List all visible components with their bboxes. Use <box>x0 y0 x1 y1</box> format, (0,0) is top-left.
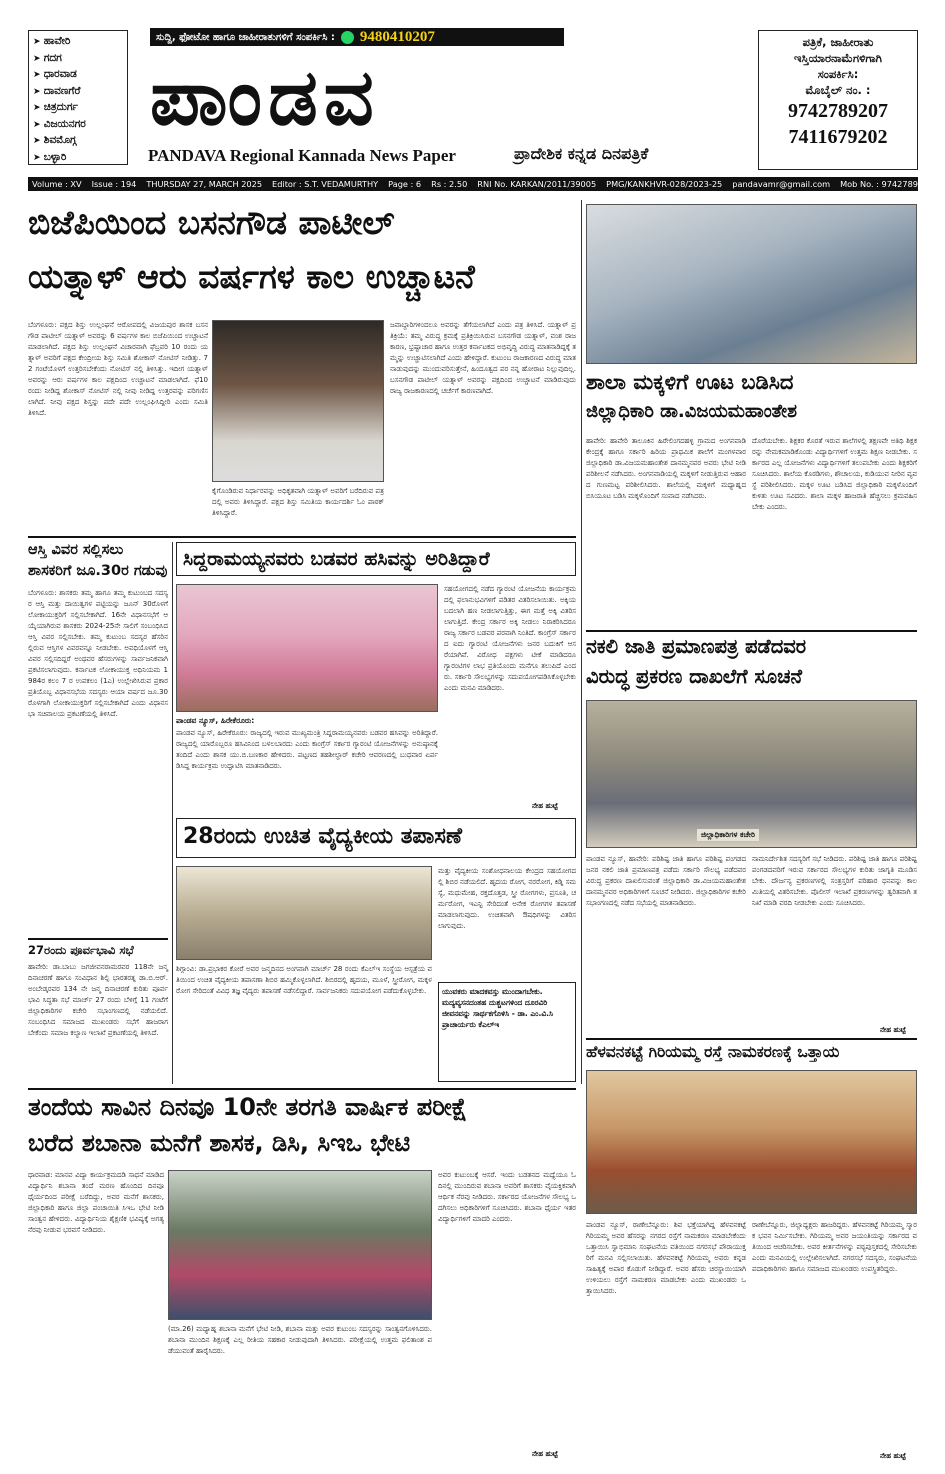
issue-info-item: Volume : XV <box>32 179 82 189</box>
advert-contact-box <box>758 30 918 170</box>
shabana-headline-1: ತಂದೆಯ ಸಾವಿನ ದಿನವೂ 10ನೇ ತರಗತಿ ವಾರ್ಷಿಕ ಪರೀಕ್ಷೆ <box>28 1093 468 1121</box>
asti-headline-1: ಆಸ್ತಿ ವಿವರ ಸಲ್ಲಿಸಲು <box>28 542 124 558</box>
topbar-text: ಸುದ್ದಿ, ಫೋಟೋ ಹಾಗೂ ಜಾಹೀರಾತುಗಳಿಗೆ ಸಂಪರ್ಕಿಸಿ : <box>156 31 335 43</box>
contact-line: ಇಸ್ತಿಯಾರನಾಮೆಗಳಿಗಾಗಿ <box>794 51 882 65</box>
district-item: ➤ ಗದಗ <box>33 51 123 68</box>
divider <box>586 1038 917 1040</box>
contact-phone: 7411679202 <box>788 126 888 148</box>
shabana-headline-2: ಬರೆದ ಶಬಾನಾ ಮನೆಗೆ ಶಾಸಕ, ಡಿಸಿ, ಸಿಇಒ ಭೇಟಿ <box>28 1129 411 1157</box>
road-body: ಪಾಂಡವ ನ್ಯೂಸ್, ರಾಣೇಬೆನ್ನೂರು: ಶಿವ ಭಕ್ತೆಯಾಗಿದ್ದ ಹೆಳವನಕಟ್ಟೆ ಗಿರಿಯಮ್ಮ ಅವರ ಹೆಸರನ್ನು ನಗರದ ರಸ್ತೆಗೆ ನಾಮಕರಣ ಮಾಡಬೇಕೆಂದು ಒತ್ತಾಯಿಸಿ ಸ್ವಾಭಿಮಾನಿ ಸಂಘಟನೆಯ ವತಿಯಿಂದ ನಗರಸಭೆ ಪೌರಾಯುಕ್ತರಿಗೆ ಮನವಿ ಸಲ್ಲಿಸಲಾಯಿತು. ಹೆಳವನಕಟ್ಟೆ ಗಿರಿಯಮ್ಮ ಅವರು ಕನ್ನಡ ಸಾಹಿತ್ಯಕ್ಕೆ ಅಪಾರ ಕೊಡುಗೆ ನೀಡಿದ್ದಾರೆ. ಅವರ ಹೆಸರು ಚಿರಸ್ಥಾಯಿಯಾಗಿ ಉಳಿಯಲು ರಸ್ತೆಗೆ ನಾಮಕರಣ ಮಾಡಬೇಕು ಎಂದು ಮುಖಂಡರು ಒತ್ತಾಯಿಸಿದರು. <box>586 1221 746 1295</box>
asti-body: ಬೆಂಗಳೂರು: ಶಾಸಕರು ತಮ್ಮ ಹಾಗೂ ತಮ್ಮ ಕುಟುಂಬದ ಸದಸ್ಯರ ಆಸ್ತಿ ಮತ್ತು ದಾಯಿತ್ವಗಳ ಪಟ್ಟಿಯನ್ನು ಜೂನ್ 30ರೊಳಗೆ ಲೋಕಾಯುಕ್ತರಿಗೆ ಸಲ್ಲಿಸಬೇಕಾಗಿದೆ. 16ನೇ ವಿಧಾನಸಭೆಗೆ ಆಯ್ಕೆಯಾಗಿರುವ ಶಾಸಕರು 2024-25ನೇ ಸಾಲಿಗೆ ಸಂಬಂಧಿಸಿದ ಆಸ್ತಿ ವಿವರ ಸಲ್ಲಿಸಬೇಕು. ತಮ್ಮ ಕುಟುಂಬ ಸದಸ್ಯರ ಹೆಸರಿನಲ್ಲಿರುವ ಆಸ್ತಿಗಳ ವಿವರವನ್ನೂ ನೀಡಬೇಕು. ಅವಧಿಯೊಳಗೆ ಆಸ್ತಿ ವಿವರ ಸಲ್ಲಿಸದಿದ್ದರೆ ಅಂಥವರ ಹೆಸರುಗಳನ್ನು ಸಾರ್ವಜನಿಕವಾಗಿ ಪ್ರಕಟಿಸಲಾಗುವುದು. ಕರ್ನಾಟಕ ಲೋಕಾಯುಕ್ತ ಅಧಿನಿಯಮ 1984ರ ಕಲಂ 7 ರ ಉಪಕಲಂ (1ಎ) ಉಲ್ಲೇಖಿಸಿರುವ ಪ್ರಕಾರ ಪ್ರತಿಯೊಬ್ಬ ವಿಧಾನಸಭೆಯ ಸದಸ್ಯರು ಆಯಾ ವರ್ಷದ ಜೂ.30ರೊಳಗಾಗಿ ಲೋಕಾಯುಕ್ತರಿಗೆ ಸಲ್ಲಿಸಬೇಕಾಗಿದೆ ಎಂದು ವಿಧಾನಸಭಾ ಸಚಿವಾಲಯ ಪ್ರಕಟಣೆಯಲ್ಲಿ ತಿಳಿಸಿದೆ. <box>28 589 168 718</box>
issue-info-item: RNI No. KARKAN/2011/39005 <box>477 179 597 189</box>
siddaramaiah-headline: ಸಿದ್ದರಾಮಯ್ಯನವರು ಬಡವರ ಹಸಿವನ್ನು ಅರಿತಿದ್ದಾರೆ <box>176 542 576 576</box>
contact-phone: 9742789207 <box>788 100 888 122</box>
byline: ನೇಹ ಹುಟ್ಟೆ <box>532 1450 558 1458</box>
medical-body: ಶಿಗ್ಗಾಂವಿ: ಡಾ.ಪ್ರಭಾಕರ ಕೋರೆ ಅವರ ಜನ್ಮದಿನದ ಅಂಗವಾಗಿ ಮಾರ್ಚ್ 28 ರಂದು ಕೆಎಲ್ಇ ಸಂಸ್ಥೆಯ ಆಸ್ಪತ್ರೆಯ ವತಿಯಿಂದ ಉಚಿತ ವೈದ್ಯಕೀಯ ತಪಾಸಣಾ ಶಿಬಿರ ಹಮ್ಮಿಕೊಳ್ಳಲಾಗಿದೆ. ಶಿಬಿರದಲ್ಲಿ ಹೃದಯ, ಮೂಳೆ, ಸ್ತ್ರೀರೋಗ, ಮಕ್ಕಳ ರೋಗ ಸೇರಿದಂತೆ ವಿವಿಧ ತಜ್ಞ ವೈದ್ಯರು ತಪಾಸಣೆ ನಡೆಸಲಿದ್ದಾರೆ. ಸಾರ್ವಜನಿಕರು ಸದುಪಯೋಗ ಪಡೆದುಕೊಳ್ಳಬೇಕು. <box>176 965 432 995</box>
road-photo <box>586 1070 917 1214</box>
caste-body: ಪಾಂಡವ ನ್ಯೂಸ್, ಹಾವೇರಿ: ಪರಿಶಿಷ್ಟ ಜಾತಿ ಹಾಗೂ ಪರಿಶಿಷ್ಟ ಪಂಗಡದ ಜನರ ನಕಲಿ ಜಾತಿ ಪ್ರಮಾಣಪತ್ರ ಪಡೆದು ಸರ್ಕಾರಿ ಸೌಲಭ್ಯ ಪಡೆದವರ ವಿರುದ್ಧ ಪ್ರಕರಣ ದಾಖಲಿಸುವಂತೆ ಜಿಲ್ಲಾಧಿಕಾರಿ ಡಾ.ವಿಜಯಮಹಾಂತೇಶ ದಾನಮ್ಮನವರ ಅಧಿಕಾರಿಗಳಿಗೆ ಸೂಚನೆ ನೀಡಿದರು. ಜಿಲ್ಲಾಧಿಕಾರಿಗಳ ಕಚೇರಿ ಸಭಾಂಗಣದಲ್ಲಿ ನಡೆದ ಸಭೆಯಲ್ಲಿ ಮಾತನಾಡಿದರು. <box>586 855 746 907</box>
medical-photo <box>176 866 432 960</box>
siddaramaiah-photo <box>176 584 438 712</box>
lead-photo <box>212 320 384 482</box>
contact-line: ಸಂಪರ್ಕಿಸಿ: <box>817 67 859 81</box>
divider <box>586 630 917 632</box>
issue-info-item: THURSDAY 27, MARCH 2025 <box>146 179 263 189</box>
issue-info-item: Page : 6 <box>388 179 422 189</box>
purvabhavi-headline: 27ರಂದು ಪೂರ್ವಭಾವಿ ಸಭೆ <box>28 943 134 957</box>
contact-line: ಪತ್ರಿಕೆ, ಜಾಹೀರಾತು <box>802 35 874 49</box>
district-item: ➤ ದಾವಣಗೆರೆ <box>33 84 123 101</box>
lead-body: ಕೈಗೊಂಡಿರುವ ನಿರ್ಧಾರವನ್ನು ಅಧಿಕೃತವಾಗಿ ಯತ್ನಾಳ್ ಅವರಿಗೆ ಬರೆದಿರುವ ಪತ್ರದಲ್ಲಿ ಅವರು ತಿಳಿಸಿದ್ದಾರೆ. ಪಕ್ಷದ ಶಿಸ್ತು ಸಮಿತಿಯ ಕಾರ್ಯದರ್ಶಿ ಓಂ ಪಾಠಕ್ ತಿಳಿಸಿದ್ದಾರೆ. <box>212 487 384 517</box>
district-item: ➤ ಧಾರವಾಡ <box>33 67 123 84</box>
divider <box>28 1088 576 1090</box>
issue-info-item: PMG/KANKHVR-028/2023-25 <box>606 179 723 189</box>
caste-photo <box>586 700 917 848</box>
byline: ನೇಹ ಹುಟ್ಟೆ <box>880 1452 906 1460</box>
shabana-body: ಧಾರವಾಡ: ಮಾನವ ವಿದ್ಯಾ ಕಾರ್ಯಕ್ರಮದಡಿ ಸಾಧನೆ ಮಾಡಿದ ವಿದ್ಯಾರ್ಥಿನಿ ಶಬಾನಾ ತಂದೆ ಮರಣ ಹೊಂದಿದ ದಿನವೂ ಧೈರ್ಯದಿಂದ ಪರೀಕ್ಷೆ ಬರೆದಿದ್ದು, ಅವರ ಮನೆಗೆ ಶಾಸಕರು, ಜಿಲ್ಲಾಧಿಕಾರಿ ಹಾಗೂ ಜಿಲ್ಲಾ ಪಂಚಾಯಿತಿ ಸಿಇಒ ಭೇಟಿ ನೀಡಿ ಸಾಂತ್ವನ ಹೇಳಿದರು. ವಿದ್ಯಾರ್ಥಿನಿಯ ಶೈಕ್ಷಣಿಕ ಭವಿಷ್ಯಕ್ಕೆ ಅಗತ್ಯ ನೆರವು ನೀಡುವ ಭರವಸೆ ನೀಡಿದರು. <box>28 1171 164 1234</box>
shabana-photo <box>168 1170 432 1320</box>
caste-body: ನಾಮನಿರ್ದೇಶಿತ ಸದಸ್ಯರಿಗೆ ಸಭೆ ನೀಡಿದರು. ಪರಿಶಿಷ್ಟ ಜಾತಿ ಹಾಗೂ ಪರಿಶಿಷ್ಟ ಪಂಗಡದವರಿಗೆ ಇರುವ ಸರ್ಕಾರದ ಸೌಲಭ್ಯಗಳ ಕುರಿತು ಜಾಗೃತಿ ಮೂಡಿಸಬೇಕು. ದೌರ್ಜನ್ಯ ಪ್ರಕರಣಗಳಲ್ಲಿ ಸಂತ್ರಸ್ತರಿಗೆ ಪರಿಹಾರ ಧನವನ್ನು ಕಾಲಮಿತಿಯಲ್ಲಿ ವಿತರಿಸಬೇಕು. ಪೊಲೀಸ್ ಇಲಾಖೆ ಪ್ರಕರಣಗಳನ್ನು ತ್ವರಿತವಾಗಿ ತನಿಖೆ ಮಾಡಿ ವರದಿ ನೀಡಬೇಕು ಎಂದು ಸೂಚಿಸಿದರು. <box>752 855 917 907</box>
subtitle-english: PANDAVA Regional Kannada News Paper <box>148 146 456 165</box>
road-headline: ಹೆಳವನಕಟ್ಟೆ ಗಿರಿಯಮ್ಮ ರಸ್ತೆ ನಾಮಕರಣಕ್ಕೆ ಒತ್ತಾಯ <box>586 1043 840 1061</box>
district-item: ➤ ಹಾವೇರಿ <box>33 34 123 51</box>
district-item: ➤ ಬಳ್ಳಾರಿ <box>33 150 123 167</box>
subtitle-kannada: ಪ್ರಾದೇಶಿಕ ಕನ್ನಡ ದಿನಪತ್ರಿಕೆ <box>514 144 649 163</box>
column-divider <box>581 200 582 1084</box>
lead-headline-2: ಯತ್ನಾಳ್ ಆರು ವರ್ಷಗಳ ಕಾಲ ಉಚ್ಚಾಟನೆ <box>28 257 475 296</box>
school-body: ದೊರೆಯಬೇಕು. ಶಿಕ್ಷಕರ ಕೊರತೆ ಇರುವ ಶಾಲೆಗಳಲ್ಲಿ ತಕ್ಷಣವೇ ಅತಿಥಿ ಶಿಕ್ಷಕರನ್ನು ನೇಮಕಮಾಡಿಕೊಂಡು ವಿದ್ಯಾರ್ಥಿಗಳಿಗೆ ಉತ್ತಮ ಶಿಕ್ಷಣ ನೀಡಬೇಕು. ಸರ್ಕಾರದ ಎಲ್ಲ ಯೋಜನೆಗಳು ವಿದ್ಯಾರ್ಥಿಗಳಿಗೆ ತಲುಪಬೇಕು ಎಂದು ಶಿಕ್ಷಕರಿಗೆ ಸೂಚಿಸಿದರು. ಶಾಲೆಯ ಕೊಠಡಿಗಳು, ಶೌಚಾಲಯ, ಕುಡಿಯುವ ನೀರಿನ ವ್ಯವಸ್ಥೆ ಪರಿಶೀಲಿಸಿದರು. ಮಕ್ಕಳ ಊಟ ಬಡಿಸಿದ ಜಿಲ್ಲಾಧಿಕಾರಿ ಮಕ್ಕಳೊಂದಿಗೆ ಕುಳಿತು ಊಟ ಸವಿದರು. ಶಾಲಾ ಮಕ್ಕಳ ಹಾಜರಾತಿ ಹೆಚ್ಚಿಸಲು ಕ್ರಮವಹಿಸಬೇಕು ಎಂದರು. <box>752 437 917 511</box>
shabana-body: ಅವರ ಕುಟುಂಬಕ್ಕೆ ಆಸರೆ. ಇಂದು ಬಡತನದ ಮಧ್ಯೆಯೂ ಓದಿನಲ್ಲಿ ಮುಂದಿರುವ ಶಬಾನಾ ಅವರಿಗೆ ಶಾಸಕರು ವೈಯಕ್ತಿಕವಾಗಿ ಆರ್ಥಿಕ ನೆರವು ನೀಡಿದರು. ಸರ್ಕಾರದ ಯೋಜನೆಗಳ ಸೌಲಭ್ಯ ಒದಗಿಸಲು ಅಧಿಕಾರಿಗಳಿಗೆ ಸೂಚಿಸಿದರು. ಶಬಾನಾ ಧೈರ್ಯ ಇತರ ವಿದ್ಯಾರ್ಥಿಗಳಿಗೆ ಮಾದರಿ ಎಂದರು. <box>438 1171 576 1223</box>
road-body: ರಾಣೇಬೆನ್ನೂರು, ಜಿಲ್ಲಾಧ್ಯಕ್ಷರು ಹಾಜರಿದ್ದರು. ಹೆಳವನಕಟ್ಟೆ ಗಿರಿಯಮ್ಮ ಸ್ಮಾರಕ ಭವನ ನಿರ್ಮಿಸಬೇಕು. ಗಿರಿಯಮ್ಮ ಅವರ ಜಯಂತಿಯನ್ನು ಸರ್ಕಾರದ ವತಿಯಿಂದ ಆಚರಿಸಬೇಕು. ಅವರ ಕೀರ್ತನೆಗಳನ್ನು ಪಠ್ಯಪುಸ್ತಕದಲ್ಲಿ ಸೇರಿಸಬೇಕು ಎಂದು ಮನವಿಯಲ್ಲಿ ಉಲ್ಲೇಖಿಸಲಾಗಿದೆ. ನಗರಸಭೆ ಸದಸ್ಯರು, ಸಂಘಟನೆಯ ಪದಾಧಿಕಾರಿಗಳು ಹಾಗೂ ಸಮಾಜದ ಮುಖಂಡರು ಉಪಸ್ಥಿತರಿದ್ದರು. <box>752 1221 917 1273</box>
lead-body: ಜವಾಬ್ದಾರಿಗಳಿಂದಲೂ ಅವರನ್ನು ತೆಗೆಯಲಾಗಿದೆ ಎಂದು ಪತ್ರ ತಿಳಿಸಿದೆ. ಯತ್ನಾಳ್ ಪ್ರತಿಕ್ರಿಯೆ: ತಮ್ಮ ವಿರುದ್ಧ ಕ್ರಮಕ್ಕೆ ಪ್ರತಿಕ್ರಿಯಿಸಿರುವ ಬಸನಗೌಡ ಯತ್ನಾಳ್, ವಂಶ ರಾಜಕಾರಣ, ಭ್ರಷ್ಟಾಚಾರ ಹಾಗೂ ಉತ್ತರ ಕರ್ನಾಟಕದ ಅಭಿವೃದ್ಧಿ ವಿರುದ್ಧ ಮಾತನಾಡಿದ್ದಕ್ಕೆ ತಮ್ಮನ್ನು ಉಚ್ಚಾಟಿಸಲಾಗಿದೆ ಎಂದು ಹೇಳಿದ್ದಾರೆ. ಕುಟುಂಬ ರಾಜಕಾರಣದ ವಿರುದ್ಧ ಮಾತನಾಡುವುದನ್ನು ಮುಂದುವರಿಸುತ್ತೇನೆ, ಹಿಂದೂತ್ವದ ಪರ ನನ್ನ ಹೋರಾಟ ನಿಲ್ಲುವುದಿಲ್ಲ. ಬಸನಗೌಡ ಪಾಟೀಲ್ ಯತ್ನಾಳ್ ಅವರನ್ನು ಪಕ್ಷದಿಂದ ಉಚ್ಚಾಟನೆ ಮಾಡಿರುವುದು ರಾಜ್ಯ ರಾಜಕಾರಣದಲ್ಲಿ ಚರ್ಚೆಗೆ ಕಾರಣವಾಗಿದೆ. <box>390 321 576 395</box>
caste-headline-2: ವಿರುದ್ಧ ಪ್ರಕರಣ ದಾಖಲೆಗೆ ಸೂಚನೆ <box>586 665 803 688</box>
issue-info-item: Editor : S.T. VEDAMURTHY <box>272 179 379 189</box>
topbar-phone: 9480410207 <box>359 28 435 45</box>
issue-info-item: pandavamr@gmail.com <box>732 179 831 189</box>
issue-info-item: Mob No. : 9742789207 <box>840 179 934 189</box>
medical-body: ಮತ್ತು ವೈದ್ಯಕೀಯ ಸಂಶೋಧನಾಲಯ ಕೇಂದ್ರದ ಸಹಯೋಗದಲ್ಲಿ ಶಿಬಿರ ನಡೆಯಲಿದೆ. ಹೃದಯ ರೋಗ, ನರರೋಗ, ಕಿಡ್ನಿ ಸಮಸ್ಯೆ, ಮಧುಮೇಹ, ರಕ್ತದೊತ್ತಡ, ಸ್ತ್ರೀ ರೋಗಗಳು, ಪ್ರಸೂತಿ, ಚರ್ಮರೋಗ, ಇಎನ್ಟಿ ಸೇರಿದಂತೆ ಅನೇಕ ರೋಗಗಳ ತಪಾಸಣೆ ಮಾಡಲಾಗುವುದು. ಉಚಿತವಾಗಿ ಔಷಧಿಗಳನ್ನು ವಿತರಿಸಲಾಗುವುದು. <box>438 867 576 930</box>
school-headline-1: ಶಾಲಾ ಮಕ್ಕಳಿಗೆ ಊಟ ಬಡಿಸಿದ <box>586 370 794 394</box>
whatsapp-icon <box>341 31 354 44</box>
issue-info-item: Issue : 194 <box>91 179 137 189</box>
district-item: ➤ ಚಿತ್ರದುರ್ಗ <box>33 100 123 117</box>
school-headline-2: ಜಿಲ್ಲಾಧಿಕಾರಿ ಡಾ.ವಿಜಯಮಹಾಂತೇಶ <box>586 401 797 422</box>
byline: ನೇಹ ಹುಟ್ಟೆ <box>880 1026 906 1034</box>
purvabhavi-body: ಹಾವೇರಿ: ಡಾ.ಬಾಬು ಜಗಜೀವನರಾಮರವರ 118ನೇ ಜನ್ಮದಿನಾಚರಣೆ ಹಾಗೂ ಸಂವಿಧಾನ ಶಿಲ್ಪಿ ಭಾರತರತ್ನ ಡಾ.ಬಿ.ಆರ್.ಅಂಬೇಡ್ಕರವರ 134 ನೇ ಜನ್ಮ ದಿನಾಚರಣೆ ಕುರಿತು ಪೂರ್ವಭಾವಿ ಸಿದ್ಧತಾ ಸಭೆ ಮಾರ್ಚ್ 27 ರಂದು ಬೆಳಿಗ್ಗೆ 11 ಗಂಟೆಗೆ ಜಿಲ್ಲಾಧಿಕಾರಿಗಳ ಕಚೇರಿ ಸಭಾಂಗಣದಲ್ಲಿ ನಡೆಯಲಿದೆ. ಸಂಬಂಧಿಸಿದ ಸಮಾಜದ ಮುಖಂಡರು ಸಭೆಗೆ ಹಾಜರಾಗಬೇಕೆಂದು ಸಮಾಜ ಕಲ್ಯಾಣ ಇಲಾಖೆ ಪ್ರಕಟಣೆಯಲ್ಲಿ ತಿಳಿಸಿದೆ. <box>28 963 168 1037</box>
district-list <box>28 30 128 165</box>
byline: ನೇಹ ಹುಟ್ಟೆ <box>532 802 558 810</box>
siddaramaiah-body: ಪಾಂಡವ ನ್ಯೂಸ್, ಹಿರೇಕೆರೂರು: ರಾಜ್ಯದಲ್ಲಿ ಇರುವ ಮುಖ್ಯಮಂತ್ರಿ ಸಿದ್ದರಾಮಯ್ಯನವರು ಬಡವರ ಹಸಿವನ್ನು ಅರಿತಿದ್ದಾರೆ. ರಾಜ್ಯದಲ್ಲಿ ಯಾರೊಬ್ಬರೂ ಹಸಿವಿನಿಂದ ಬಳಲಬಾರದು ಎಂದು ಕಾಂಗ್ರೆಸ್ ಸರ್ಕಾರ ಗ್ಯಾರಂಟಿ ಯೋಜನೆಗಳನ್ನು ಅನುಷ್ಠಾನಕ್ಕೆ ತಂದಿದೆ ಎಂದು ಶಾಸಕ ಯು.ಬಿ.ಬಣಕಾರ ಹೇಳಿದರು. ಪಟ್ಟಣದ ತಹಶೀಲ್ದಾರ್ ಕಚೇರಿ ಆವರಣದಲ್ಲಿ ಬುಧವಾರ ಏರ್ಪಡಿಸಿದ್ದ ಕಾರ್ಯಕ್ರಮ ಉದ್ಘಾಟಿಸಿ ಮಾತನಾಡಿದರು. <box>176 729 438 770</box>
contact-topbar <box>150 28 564 46</box>
caste-caption: ಜಿಲ್ಲಾಧಿಕಾರಿಗಳ ಕಚೇರಿ <box>697 829 759 841</box>
school-body: ಹಾವೇರಿ: ಹಾವೇರಿ ತಾಲೂಕಿನ ಹಿರೇಲಿಂಗದಹಳ್ಳಿ ಗ್ರಾಮದ ಅಂಗನವಾಡಿ ಕೇಂದ್ರಕ್ಕೆ ಹಾಗೂ ಸರ್ಕಾರಿ ಹಿರಿಯ ಪ್ರಾಥಮಿಕ ಶಾಲೆಗೆ ಮಂಗಳವಾರ ಜಿಲ್ಲಾಧಿಕಾರಿ ಡಾ.ವಿಜಯಮಹಾಂತೇಶ ದಾನಮ್ಮನವರ ಅವರು ಭೇಟಿ ನೀಡಿ ಪರಿಶೀಲನೆ ನಡೆಸಿದರು. ಅಂಗನವಾಡಿಯಲ್ಲಿ ಮಕ್ಕಳಿಗೆ ನೀಡುತ್ತಿರುವ ಆಹಾರದ ಗುಣಮಟ್ಟ ಪರಿಶೀಲಿಸಿದರು. ಶಾಲೆಯಲ್ಲಿ ಮಕ್ಕಳಿಗೆ ಮಧ್ಯಾಹ್ನದ ಬಿಸಿಯೂಟ ಬಡಿಸಿ ಮಕ್ಕಳೊಂದಿಗೆ ಸಂವಾದ ನಡೆಸಿದರು. <box>586 437 746 500</box>
lead-body: ಬೆಂಗಳೂರು: ಪಕ್ಷದ ಶಿಸ್ತು ಉಲ್ಲಂಘನೆ ಆರೋಪದಲ್ಲಿ ವಿಜಯಪುರ ಶಾಸಕ ಬಸನಗೌಡ ಪಾಟೀಲ್ ಯತ್ನಾಳ್ ಅವರನ್ನು 6 ವರ್ಷಗಳ ಕಾಲ ಬಿಜೆಪಿಯಿಂದ ಉಚ್ಚಾಟನೆ ಮಾಡಲಾಗಿದೆ. ಪಕ್ಷದ ಶಿಸ್ತು ಉಲ್ಲಂಘನೆ ವಿಚಾರವಾಗಿ ಫೆಬ್ರವರಿ 10 ರಂದು ಯತ್ನಾಳ್ ಅವರಿಗೆ ಪಕ್ಷದ ಕೇಂದ್ರೀಯ ಶಿಸ್ತು ಸಮಿತಿ ಶೋಕಾಸ್ ನೋಟಿಸ್ ನೀಡಿತ್ತು. 72 ಗಂಟೆಯೊಳಗೆ ಉತ್ತರಿಸಬೇಕೆಂದು ನೋಟಿಸ್ ನಲ್ಲಿ ತಿಳಿಸಿತ್ತು. ಇದೀಗ ಯತ್ನಾಳ್ ಅವರನ್ನು ಆರು ವರ್ಷಗಳ ಕಾಲ ಪಕ್ಷದಿಂದ ಉಚ್ಚಾಟನೆ ಮಾಡಲಾಗಿದೆ. ಫೆ10 ರಂದು ನೀಡಿದ್ದ ಶೋಕಾಸ್ ನೋಟಿಸ್ ನಲ್ಲಿ ನೀವು ನೀಡಿದ್ದ ಉತ್ತರವನ್ನು ಪರಿಗಣಿಸಲಾಗಿದೆ. ನೀವು ಪಕ್ಷದ ಶಿಸ್ತನ್ನು ಪದೇ ಪದೇ ಉಲ್ಲಂಘಿಸಿದ್ದೀರಿ ಎಂದು ಸಮಿತಿ ತಿಳಿಸಿದೆ. <box>28 321 208 417</box>
caste-headline-1: ನಕಲಿ ಜಾತಿ ಪ್ರಮಾಣಪತ್ರ ಪಡೆದವರ <box>586 635 807 658</box>
school-photo <box>586 204 917 364</box>
issue-info-item: Rs : 2.50 <box>431 179 468 189</box>
asti-headline-2: ಶಾಸಕರಿಗೆ ಜೂ.30ರ ಗಡುವು <box>28 563 168 579</box>
lead-headline-1: ಬಿಜೆಪಿಯಿಂದ ಬಸನಗೌಡ ಪಾಟೀಲ್ <box>28 203 395 242</box>
siddaramaiah-caption: ಪಾಂಡವ ನ್ಯೂಸ್, ಹಿರೇಕೆರೂರು: <box>176 716 255 725</box>
column-divider <box>172 542 173 1084</box>
shabana-body: (ಮಾ.26) ಮಧ್ಯಾಹ್ನ ಶಬಾನಾ ಮನೆಗೆ ಭೇಟಿ ನೀಡಿ, ಶಬಾನಾ ಮತ್ತು ಅವರ ಕುಟುಂಬ ಸದಸ್ಯರನ್ನು ಸಾಂತ್ವನಗೊಳಿಸಿದರು. ಶಬಾನಾ ಮುಂದಿನ ಶಿಕ್ಷಣಕ್ಕೆ ಎಲ್ಲ ರೀತಿಯ ಸಹಕಾರ ನೀಡುವುದಾಗಿ ತಿಳಿಸಿದರು. ಪರೀಕ್ಷೆಯಲ್ಲಿ ಉತ್ತಮ ಫಲಿತಾಂಶ ಪಡೆಯುವಂತೆ ಹಾರೈಸಿದರು. <box>168 1325 432 1355</box>
newspaper-logo: ಪಾಂಡವ <box>150 52 380 143</box>
siddaramaiah-body: ಸಹಯೋಗದಲ್ಲಿ ನಡೆದ ಗ್ಯಾರಂಟಿ ಯೋಜನೆಯ ಕಾರ್ಯಕ್ರಮದಲ್ಲಿ ಫಲಾನುಭವಿಗಳಿಗೆ ಪಡಿತರ ವಿತರಿಸಲಾಯಿತು. ಅಕ್ಕಿಯ ಬದಲಾಗಿ ಹಣ ನೀಡಲಾಗುತ್ತಿತ್ತು, ಈಗ ಮತ್ತೆ ಅಕ್ಕಿ ವಿತರಿಸಲಾಗುತ್ತಿದೆ. ಕೇಂದ್ರ ಸರ್ಕಾರ ಅಕ್ಕಿ ನೀಡಲು ನಿರಾಕರಿಸಿದರೂ ರಾಜ್ಯ ಸರ್ಕಾರ ಬಡವರ ಪರವಾಗಿ ನಿಂತಿದೆ. ಕಾಂಗ್ರೆಸ್ ಸರ್ಕಾರದ ಐದು ಗ್ಯಾರಂಟಿ ಯೋಜನೆಗಳು ಜನರ ಬದುಕಿಗೆ ಆಸರೆಯಾಗಿವೆ. ವಿರೋಧ ಪಕ್ಷಗಳು ಟೀಕೆ ಮಾಡಿದರೂ ಗ್ಯಾರಂಟಿಗಳ ಲಾಭ ಪ್ರತಿಯೊಂದು ಮನೆಗೂ ತಲುಪಿದೆ ಎಂದರು. ಸರ್ಕಾರಿ ಸೌಲಭ್ಯಗಳನ್ನು ಸದುಪಯೋಗಪಡಿಸಿಕೊಳ್ಳಬೇಕು ಎಂದು ಮನವಿ ಮಾಡಿದರು. <box>444 585 576 692</box>
contact-line: ಮೊಬೈಲ್ ನಂ. : <box>805 83 871 97</box>
medical-headline: 28ರಂದು ಉಚಿತ ವೈದ್ಯಕೀಯ ತಪಾಸಣೆ <box>176 818 576 858</box>
district-item: ➤ ಶಿವಮೊಗ್ಗ <box>33 133 123 150</box>
district-item: ➤ ವಿಜಯನಗರ <box>33 117 123 134</box>
medical-quote: ಯುವಕರು ಮಾದಕವಸ್ತು ಮುಂದಾಗಬೇಕು. ಮದ್ಯವ್ಯಸನದಂತಹ ದುಶ್ಚಟಗಳಿಂದ ದೂರವಿರಿ ಜೀವನವನ್ನು ಸಾರ್ಥಕಗೊಳಿಸಿ - ಡಾ. ಎಂ.ವಿ.ಸಿ ಪ್ರಾಚಾರ್ಯರು ಕೆಎಲ್ಇ <box>438 982 576 1082</box>
divider <box>28 536 576 538</box>
issue-info-bar <box>28 177 934 191</box>
divider <box>28 938 168 940</box>
